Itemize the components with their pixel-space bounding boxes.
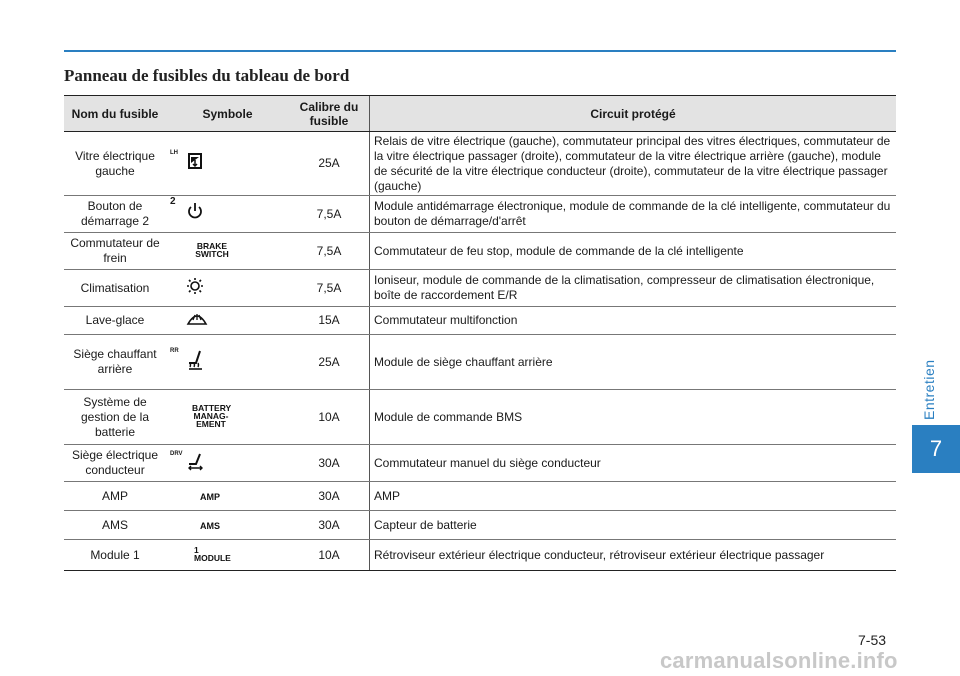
fuse-symbol	[166, 390, 289, 445]
table-row	[64, 482, 896, 511]
symbol-label: 2	[170, 196, 176, 207]
symbol-label: RR	[170, 348, 179, 354]
fuse-name: Module 1	[64, 540, 166, 571]
fuse-circuit: Capteur de batterie	[370, 511, 897, 540]
symbol-label: BATTERY MANAG-EMENT	[192, 402, 232, 429]
air-conditioning-icon	[186, 277, 204, 295]
table-row	[64, 132, 896, 196]
fuse-name: Climatisation	[64, 270, 166, 307]
fuse-symbol	[166, 335, 289, 390]
fuse-rating: 25A	[289, 335, 370, 390]
fuse-rating: 7,5A	[289, 270, 370, 307]
header-rating	[289, 96, 370, 132]
fuse-name: Système de gestion de la batterie	[64, 390, 166, 445]
table-row	[64, 307, 896, 335]
fuse-symbol	[166, 540, 289, 571]
section-title: Panneau de fusibles du tableau de bord	[64, 66, 350, 85]
fuse-symbol	[166, 270, 289, 307]
top-rule	[64, 50, 896, 52]
symbol-label: 1 MODULE	[194, 544, 231, 563]
fuse-symbol	[166, 482, 289, 511]
fuse-rating: 15A	[289, 307, 370, 335]
fuse-circuit: Commutateur manuel du siège conducteur	[370, 445, 897, 482]
fuse-table	[64, 95, 896, 571]
fuse-circuit: AMP	[370, 482, 897, 511]
fuse-circuit: Commutateur de feu stop, module de commande de la clé intelligente	[370, 233, 897, 270]
fuse-name: AMS	[64, 511, 166, 540]
fuse-circuit: Relais de vitre électrique (gauche), commutateur principal des vitres électriques, commutateur de la vitre électrique passager (droite), commutateur de la vitre électrique arrière (gauche), module de sécurité de la vitre électrique conducteur (droite), commutateur de la vitre électrique passager (gauche)	[370, 132, 897, 196]
table-row	[64, 540, 896, 571]
fuse-rating: 30A	[289, 511, 370, 540]
washer-icon	[186, 310, 208, 328]
symbol-label: AMS	[200, 520, 220, 531]
table-row	[64, 390, 896, 445]
fuse-rating: 25A	[289, 132, 370, 196]
fuse-name: Bouton de démarrage 2	[64, 196, 166, 233]
table-row	[64, 196, 896, 233]
fuse-circuit: Commutateur multifonction	[370, 307, 897, 335]
heated-seat-icon	[186, 349, 206, 373]
fuse-rating: 7,5A	[289, 196, 370, 233]
table-row	[64, 335, 896, 390]
fuse-symbol	[166, 233, 289, 270]
symbol-label: AMP	[200, 491, 220, 502]
fuse-symbol	[166, 511, 289, 540]
header-rating-text: Calibre du fusible	[299, 99, 359, 128]
symbol-label: LH	[170, 149, 178, 156]
fuse-circuit: Module de commande BMS	[370, 390, 897, 445]
header-circuit: Circuit protégé	[370, 96, 897, 132]
fuse-rating: 30A	[289, 482, 370, 511]
fuse-name: Commutateur de frein	[64, 233, 166, 270]
fuse-symbol	[166, 307, 289, 335]
fuse-rating: 30A	[289, 445, 370, 482]
power-seat-icon	[186, 452, 206, 474]
fuse-circuit: Module antidémarrage électronique, module de commande de la clé intelligente, commutateur du bouton de démarrage/d'arrêt	[370, 196, 897, 233]
fuse-symbol	[166, 196, 289, 233]
fuse-symbol	[166, 445, 289, 482]
fuse-rating: 10A	[289, 540, 370, 571]
header-symbol: Symbole	[166, 96, 289, 132]
chapter-tab-label: Entretien	[921, 359, 937, 420]
page-number: 7-53	[858, 632, 887, 648]
start-button-icon	[186, 201, 204, 223]
table-row	[64, 233, 896, 270]
watermark-bottom: carmanualsonline.info	[660, 648, 898, 673]
symbol-label: DRV	[170, 451, 183, 457]
fuse-circuit: Ioniseur, module de commande de la climatisation, compresseur de climatisation électronique, boîte de raccordement E/R	[370, 270, 897, 307]
table-row	[64, 511, 896, 540]
power-window-icon	[186, 151, 204, 171]
fuse-name: AMP	[64, 482, 166, 511]
fuse-rating: 7,5A	[289, 233, 370, 270]
table-row	[64, 445, 896, 482]
table-row	[64, 270, 896, 307]
fuse-name: Vitre électrique gauche	[64, 132, 166, 196]
chapter-number-badge: 7	[912, 425, 960, 473]
header-fuse-name: Nom du fusible	[64, 96, 166, 132]
fuse-rating: 10A	[289, 390, 370, 445]
fuse-name: Siège électrique conducteur	[64, 445, 166, 482]
fuse-circuit: Rétroviseur extérieur électrique conducteur, rétroviseur extérieur électrique passager	[370, 540, 897, 571]
fuse-symbol	[166, 132, 289, 196]
fuse-circuit: Module de siège chauffant arrière	[370, 335, 897, 390]
fuse-name: Lave-glace	[64, 307, 166, 335]
table-header-row	[64, 96, 896, 132]
fuse-name: Siège chauffant arrière	[64, 335, 166, 390]
symbol-label: BRAKE SWITCH	[195, 240, 229, 259]
